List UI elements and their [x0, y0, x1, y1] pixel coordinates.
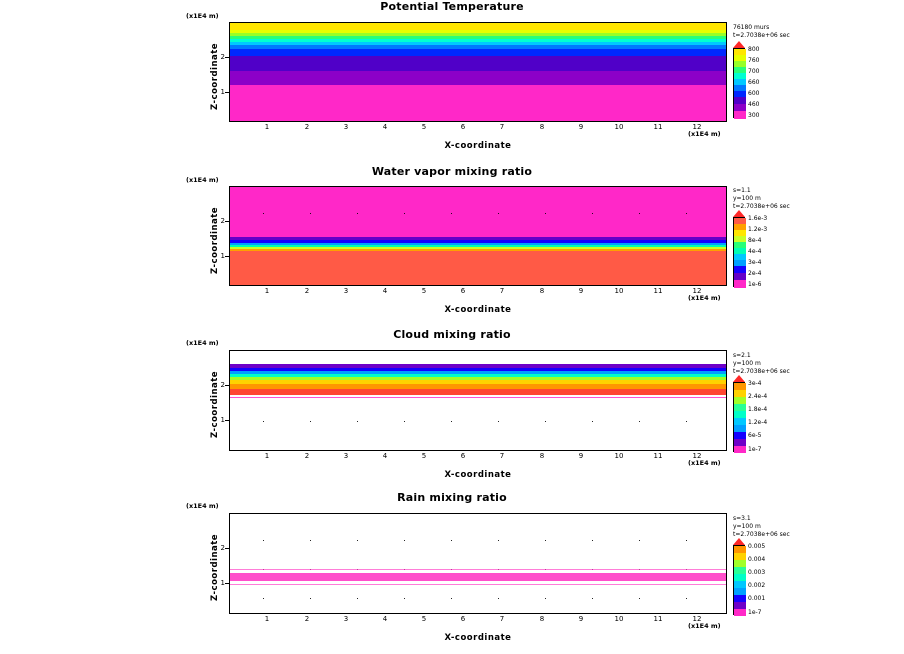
colorbar-segment — [734, 390, 746, 397]
y-tick-label: 1 — [220, 252, 225, 260]
x-tick-label: 12 — [692, 615, 702, 623]
contour-band — [230, 71, 726, 85]
trace-line — [230, 584, 726, 585]
x-tick-label: 9 — [578, 452, 584, 460]
colorbar-tick-label: 300 — [748, 112, 760, 119]
colorbar-segment — [734, 595, 746, 602]
plot-annotation: 76180 murs — [733, 24, 770, 31]
x-tick-label: 5 — [421, 287, 427, 295]
colorbar-tick-label: 760 — [748, 57, 760, 64]
colorbar-segment — [734, 404, 746, 411]
colorbar-tick-label: 2.4e-4 — [748, 393, 768, 400]
x-tick-label: 10 — [614, 123, 624, 131]
colorbar-tick-label: 600 — [748, 90, 760, 97]
x-tick-label: 4 — [382, 452, 388, 460]
y-tick-label: 2 — [220, 381, 225, 389]
x-tick-label: 9 — [578, 123, 584, 131]
x-tick-label: 6 — [460, 123, 466, 131]
colorbar-segment — [734, 574, 746, 581]
y-axis-label: Z-coordinate — [210, 533, 220, 601]
panel-rain-mixing-ratio — [0, 489, 904, 654]
colorbar-tick-label: 2e-4 — [748, 270, 762, 277]
y-tick-label: 2 — [220, 217, 225, 225]
x-tick-label: 7 — [499, 123, 505, 131]
x-tick-label: 4 — [382, 615, 388, 623]
panel-water-vapor-mixing-ratio — [0, 163, 904, 323]
panel-cloud-mixing-ratio — [0, 326, 904, 488]
colorbar-tick-label: 1.2e-4 — [748, 419, 768, 426]
colorbar-tick-label: 460 — [748, 101, 760, 108]
x-tick-label: 3 — [343, 123, 349, 131]
y-tick-label: 2 — [220, 544, 225, 552]
x-tick-label: 2 — [304, 287, 310, 295]
x-tick-label: 2 — [304, 615, 310, 623]
panel-title: Water vapor mixing ratio — [371, 165, 533, 178]
y-tick-label: 2 — [220, 53, 225, 61]
colorbar-tick-label: 1e-6 — [748, 281, 762, 288]
y-tick-mark — [225, 57, 229, 58]
y-tick-label: 1 — [220, 416, 225, 424]
y-tick-mark — [225, 92, 229, 93]
x-tick-label: 11 — [653, 123, 663, 131]
colorbar-segment — [734, 609, 746, 616]
x-tick-label: 8 — [539, 123, 545, 131]
y-axis-unit: (x1E4 m) — [186, 12, 219, 20]
contour-band — [230, 573, 726, 581]
x-axis-label: X-coordinate — [444, 470, 512, 480]
colorbar-arrow-max — [733, 41, 745, 48]
x-tick-label: 1 — [264, 615, 270, 623]
x-tick-label: 2 — [304, 452, 310, 460]
colorbar-segment — [734, 602, 746, 609]
x-axis-unit: (x1E4 m) — [688, 622, 721, 630]
y-tick-mark — [225, 256, 229, 257]
x-axis-label: X-coordinate — [444, 633, 512, 643]
trace-line — [230, 569, 726, 570]
x-tick-label: 2 — [304, 123, 310, 131]
contour-band — [230, 85, 726, 122]
colorbar-tick-label: 4e-4 — [748, 248, 762, 255]
panel-title: Rain mixing ratio — [397, 491, 507, 504]
colorbar-segment — [734, 553, 746, 560]
colorbar-body — [733, 48, 745, 118]
y-axis-unit: (x1E4 m) — [186, 339, 219, 347]
contour-band — [230, 251, 726, 286]
colorbar-tick-label: 700 — [748, 68, 760, 75]
x-tick-label: 11 — [653, 452, 663, 460]
contour-band — [230, 56, 726, 71]
contour-bands — [230, 514, 726, 613]
plot-annotation: t=2.7038e+06 sec — [733, 531, 790, 538]
colorbar-tick-label: 6e-5 — [748, 432, 762, 439]
x-tick-label: 3 — [343, 287, 349, 295]
x-tick-label: 1 — [264, 452, 270, 460]
x-tick-label: 6 — [460, 615, 466, 623]
colorbar-segment — [734, 581, 746, 588]
plot-annotation: y=100 m — [733, 523, 761, 530]
x-axis-unit: (x1E4 m) — [688, 130, 721, 138]
plot-annotation: y=100 m — [733, 195, 761, 202]
colorbar-tick-label: 1.8e-4 — [748, 406, 768, 413]
x-tick-label: 11 — [653, 287, 663, 295]
colorbar-segment — [734, 560, 746, 567]
x-tick-label: 10 — [614, 615, 624, 623]
x-axis-label: X-coordinate — [444, 141, 512, 151]
colorbar-segment — [734, 273, 746, 280]
x-tick-label: 10 — [614, 287, 624, 295]
y-axis-label: Z-coordinate — [210, 42, 220, 110]
grid-dots — [230, 395, 726, 451]
x-tick-label: 3 — [343, 615, 349, 623]
y-tick-mark — [225, 385, 229, 386]
grid-dots — [230, 351, 726, 364]
x-axis-unit: (x1E4 m) — [688, 459, 721, 467]
colorbar-arrow-max — [733, 375, 745, 382]
colorbar-tick-label: 1.6e-3 — [748, 215, 768, 222]
y-tick-mark — [225, 583, 229, 584]
x-tick-label: 7 — [499, 452, 505, 460]
colorbar-tick-label: 0.004 — [748, 556, 766, 563]
contour-band — [230, 23, 726, 30]
colorbar-body — [733, 545, 745, 615]
x-tick-label: 12 — [692, 287, 702, 295]
colorbar-segment — [734, 97, 746, 104]
x-tick-label: 8 — [539, 287, 545, 295]
colorbar-segment — [734, 432, 746, 439]
x-tick-label: 5 — [421, 123, 427, 131]
x-axis-unit: (x1E4 m) — [688, 294, 721, 302]
y-tick-mark — [225, 420, 229, 421]
panel-title: Potential Temperature — [380, 0, 524, 13]
colorbar-tick-label: 0.001 — [748, 595, 766, 602]
y-tick-mark — [225, 221, 229, 222]
panel-potential-temperature — [0, 0, 904, 160]
colorbar-segment — [734, 104, 746, 111]
plot-annotation: t=2.7038e+06 sec — [733, 368, 790, 375]
colorbar-tick-label: 0.002 — [748, 582, 766, 589]
colorbar-tick-label: 0.003 — [748, 569, 766, 576]
x-tick-label: 8 — [539, 615, 545, 623]
x-tick-label: 7 — [499, 287, 505, 295]
x-tick-label: 4 — [382, 287, 388, 295]
plot-annotation: s=2.1 — [733, 352, 751, 359]
x-tick-label: 8 — [539, 452, 545, 460]
colorbar-arrow-max — [733, 538, 745, 545]
colorbar-segment — [734, 397, 746, 404]
x-tick-label: 12 — [692, 123, 702, 131]
colorbar-body — [733, 382, 745, 452]
x-axis-label: X-coordinate — [444, 305, 512, 315]
colorbar-segment — [734, 546, 746, 553]
y-tick-label: 1 — [220, 88, 225, 96]
x-tick-label: 3 — [343, 452, 349, 460]
colorbar-tick-label: 660 — [748, 79, 760, 86]
colorbar-segment — [734, 567, 746, 574]
x-tick-label: 6 — [460, 287, 466, 295]
y-tick-label: 1 — [220, 579, 225, 587]
y-axis-label: Z-coordinate — [210, 206, 220, 274]
plot-area — [229, 513, 727, 614]
trace-line — [230, 397, 726, 398]
colorbar-tick-label: 1.2e-3 — [748, 226, 768, 233]
colorbar-tick-label: 8e-4 — [748, 237, 762, 244]
x-tick-label: 5 — [421, 452, 427, 460]
colorbar-body — [733, 217, 745, 287]
x-tick-label: 4 — [382, 123, 388, 131]
colorbar-tick-label: 800 — [748, 46, 760, 53]
x-tick-label: 1 — [264, 123, 270, 131]
colorbar-segment — [734, 383, 746, 390]
x-tick-label: 6 — [460, 452, 466, 460]
x-tick-label: 7 — [499, 615, 505, 623]
colorbar-segment — [734, 439, 746, 446]
contour-band — [230, 49, 726, 56]
x-tick-label: 11 — [653, 615, 663, 623]
colorbar-segment — [734, 111, 746, 119]
x-tick-label: 1 — [264, 287, 270, 295]
colorbar-tick-label: 1e-7 — [748, 446, 762, 453]
plot-annotation: t=2.7038e+06 sec — [733, 32, 790, 39]
colorbar-tick-label: 0.005 — [748, 543, 766, 550]
y-tick-mark — [225, 548, 229, 549]
plot-annotation: s=3.1 — [733, 515, 751, 522]
colorbar-tick-label: 3e-4 — [748, 259, 762, 266]
x-tick-label: 9 — [578, 615, 584, 623]
colorbar-segment — [734, 588, 746, 595]
plot-area — [229, 186, 727, 286]
y-axis-unit: (x1E4 m) — [186, 176, 219, 184]
plot-area — [229, 22, 727, 122]
y-axis-unit: (x1E4 m) — [186, 502, 219, 510]
x-tick-label: 10 — [614, 452, 624, 460]
panel-title: Cloud mixing ratio — [393, 328, 511, 341]
colorbar-segment — [734, 425, 746, 432]
x-tick-label: 9 — [578, 287, 584, 295]
grid-dots — [230, 187, 726, 237]
colorbar-tick-label: 1e-7 — [748, 609, 762, 616]
colorbar-segment — [734, 446, 746, 453]
x-tick-label: 12 — [692, 452, 702, 460]
plot-annotation: s=1.1 — [733, 187, 751, 194]
y-axis-label: Z-coordinate — [210, 370, 220, 438]
colorbar-tick-label: 3e-4 — [748, 380, 762, 387]
colorbar-segment — [734, 418, 746, 425]
colorbar-segment — [734, 411, 746, 418]
colorbar-segment — [734, 280, 746, 288]
plot-area — [229, 350, 727, 451]
x-tick-label: 5 — [421, 615, 427, 623]
colorbar-segment — [734, 266, 746, 273]
plot-annotation: y=100 m — [733, 360, 761, 367]
contour-bands — [230, 23, 726, 121]
plot-annotation: t=2.7038e+06 sec — [733, 203, 790, 210]
colorbar-arrow-max — [733, 210, 745, 217]
